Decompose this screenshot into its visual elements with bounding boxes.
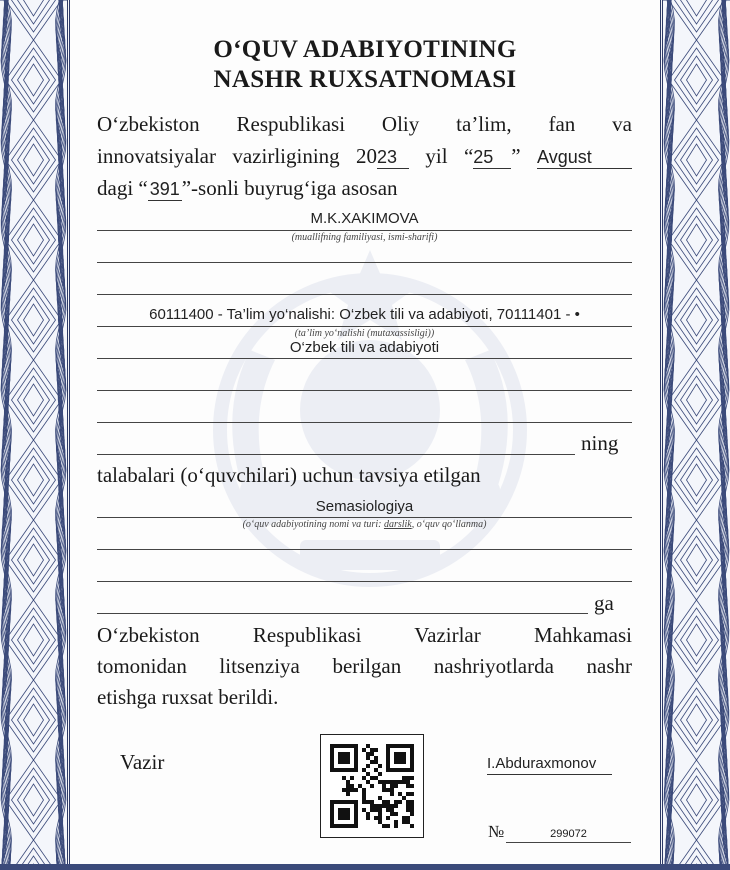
- document-title-line-2: NASHR RUXSATNOMASI: [213, 66, 517, 93]
- book-title-line: [97, 517, 632, 518]
- day-field: 25: [473, 146, 511, 169]
- book-title-value: Semasiologiya: [315, 498, 414, 515]
- specialty-end-line: [97, 454, 575, 455]
- book-end-line: [97, 613, 588, 614]
- intro-year-word: yil “: [425, 144, 474, 168]
- signatory-name: I.Abduraxmonov: [487, 754, 612, 775]
- document-title-line-1: O‘QUV ADABIYOTINING: [213, 36, 517, 63]
- book-caption-suffix: , o‘quv qo‘llanma): [411, 519, 487, 530]
- intro-order-text: ”-sonli buyrug‘iga asosan: [181, 176, 398, 200]
- guilloche-pattern-right: [663, 0, 730, 870]
- intro-line-3: [97, 175, 398, 201]
- specialty-caption: (ta’lim yo‘nalishi (mutaxassisligi)): [294, 328, 435, 339]
- intro-ministry-text: innovatsiyalar vazirligining 20: [97, 144, 378, 168]
- intro-line-2: [97, 143, 632, 169]
- author-caption: (muallifning familiyasi, ismi-sharifi): [291, 232, 438, 243]
- month-field: Avgust: [537, 146, 632, 169]
- state-emblem-watermark-icon: [180, 230, 560, 630]
- intro-line-1: O‘zbekiston Respublikasi Oliy ta’lim, fan va: [97, 112, 632, 136]
- book-caption-prefix: (o‘quv adabiyotining nomi va turi:: [242, 519, 384, 530]
- intro-close-quote: ”: [511, 144, 521, 168]
- specialty-value-line-2: O‘zbek tili va adabiyoti: [289, 339, 440, 356]
- blank-line-5: [97, 549, 632, 550]
- blank-line-6: [97, 581, 632, 582]
- blank-line-4: [97, 422, 632, 423]
- year-suffix-field: 23: [377, 146, 409, 169]
- guilloche-pattern-left: [0, 0, 67, 870]
- closing-line-2: tomonidan litsenziya berilgan nashriyotlarda nashr: [97, 654, 632, 678]
- order-number-field: 391: [149, 179, 180, 199]
- left-ornament-border: [0, 0, 70, 870]
- blank-line-3: [97, 390, 632, 391]
- number-label: №: [488, 822, 505, 841]
- permit-document: [70, 0, 660, 864]
- book-caption: [97, 519, 632, 530]
- blank-line-1: [97, 262, 632, 263]
- author-name-value: M.K.XAKIMOVA: [310, 210, 419, 227]
- author-line: [97, 230, 632, 231]
- ga-suffix: ga: [594, 591, 614, 615]
- bottom-border-bar: [0, 864, 730, 870]
- blank-line-2: [97, 294, 632, 295]
- intro-dagi-text: dagi “: [97, 176, 148, 200]
- specialty-line-2: [97, 358, 632, 359]
- signatory-role: Vazir: [120, 750, 165, 774]
- recommended-text: talabalari (o‘quvchilari) uchun tavsiya etilgan: [97, 463, 481, 487]
- book-caption-selected-type: darslik: [383, 519, 412, 530]
- right-ornament-border: [660, 0, 730, 870]
- document-number-value: 299072: [506, 826, 631, 843]
- specialty-line-1: [97, 326, 632, 327]
- specialty-value-line-1: 60111400 - Ta’lim yo‘nalishi: O‘zbek tili va adabiyoti, 70111401 - •: [149, 306, 580, 323]
- ning-suffix: ning: [581, 431, 619, 455]
- closing-line-3: etishga ruxsat berildi.: [97, 685, 279, 709]
- qr-code-icon[interactable]: [320, 734, 424, 838]
- closing-line-1: O‘zbekiston Respublikasi Vazirlar Mahkamasi: [97, 623, 632, 647]
- qr-code-matrix: [330, 744, 414, 828]
